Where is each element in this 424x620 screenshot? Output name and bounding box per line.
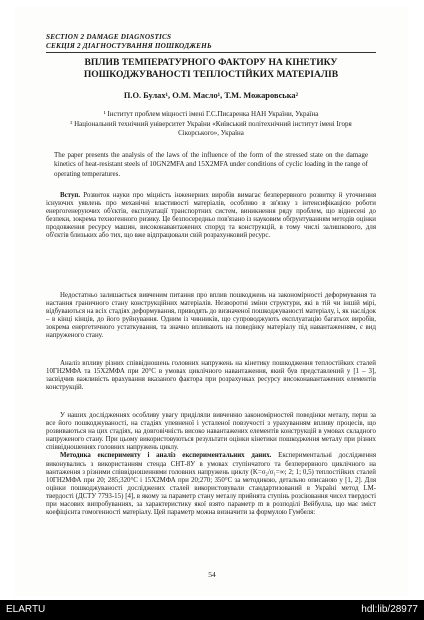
intro-heading: Вступ. — [60, 192, 81, 199]
footer-bar — [0, 600, 424, 620]
methodology-heading: Методика експерименту і аналіз експериментальних даних. — [60, 452, 272, 460]
paragraph-3: Аналіз впливу різних співвідношень головних напружень на кінетику пошкодження теплостійких сталей 10ГН2МФА та 15Х2МФА при 20°С в умовах циклічного навантаження, який був представлений у [1 – 3], засвідчив важливість врахування вказаного фактора при розрахунках ресурсу високонавантажених елементів конструкцій. — [46, 360, 376, 392]
footer-handle-label: hdl:lib/28977 — [361, 604, 418, 615]
paragraph-introduction — [46, 192, 376, 241]
affiliations — [52, 110, 370, 139]
paper-title-line-2: ПОШКОДЖУВАНОСТІ ТЕПЛОСТІЙКИХ МАТЕРІАЛІВ — [83, 69, 339, 80]
methodology-text: Експериментальні дослідження виконувались з використанням стенда СНТ-8У в умовах ступінчатого та безперервного циклічного на вантаження з різними співвідношеннями головних напружень циклу (K=σ₂/σ₁=∞; 2; 1; 0,5) теплостійких сталей 10ГН2МФА при 20; 285;320°С і 15Х2МФА при 20;270; 350°С за методикою, детально описаною у [1, 2]. Для оцінки пошкоджуваності досліджених сталей використовували стандартизований в Україні метод LM- твердості (ДСТУ 7793-15) [4], в якому за параметр стану металу прийнята ступінь розсіювання чисел твердості при масових випробуваннях, за характеристику якої взято параметр m в розподілі Вейбулла, що має зміст коефіцієнта гомогенності матеріалу. Цей параметр можна визначити за формулою Гумбеля: — [46, 452, 376, 517]
footer-repository-label: ELARTU — [6, 604, 46, 615]
paragraph-2: Недостатньо залишається вивченим питання про вплив пошкоджень на закономірності деформування та настання граничного стану конструкційних матеріалів. Незворотні зміни структури, які в тій чи іншій мірі, відбуваються на всіх стадіях деформування, приводять до визначеної пошкоджуваності матеріалу, і, як наслідок – в кінці кінців, до його руйнування. Одним із чинників, що супроводжують експлуатацію багатьох виробів, зокрема енергетичного устаткування, та значно впливають на поведінку матеріалу під навантаженням, є вид напруженого стану. — [46, 292, 376, 340]
section-header-en: SECTION 2 DAMAGE DIAGNOSTICS — [46, 33, 172, 41]
paper-title-line-1: ВПЛИВ ТЕМПЕРАТУРНОГО ФАКТОРУ НА КІНЕТИКУ — [84, 57, 338, 68]
paragraph-methodology — [46, 452, 376, 517]
header-rule — [46, 52, 376, 53]
abstract: The paper presents the analysis of the laws of the influence of the form of the stressed state on the damage kinetics of heat-resistant steels of 10GN2MFA and 15X2MFA under conditions of cyclic loading in the range of operating temperatures. — [54, 151, 368, 178]
section-header-uk: СЕКЦІЯ 2 ДІАГНОСТУВАННЯ ПОШКОДЖЕНЬ — [46, 42, 212, 50]
affiliation-2: ² Національний технічний університет України «Київський політехнічний інститут імені Ігоря Сікорського», Україна — [70, 119, 352, 138]
paragraph-4 — [46, 412, 376, 517]
intro-text: Розвиток науки про міцність інженерних виробів вимагає безперервного розвитку й уточнення існуючих уявлень про механічні властивості матеріалів, особливо в зв'язку з інтенсифікацією роботи енергогенеруючих об'єктів, експлуатації транспортних систем, виникнення ряду проблем, що віднесені до безпеки, зокрема техногенного ризику. Це безпосередньо пов'язано із науковим обґрунтуванням методів оцінки продовження ресурсу машин, високонавантажених споруд та конструкцій, в тому числі залишкового, для об'єктів близьких або тих, що вже відпрацювали свій розрахунковий ресурс. — [46, 192, 376, 240]
affiliation-1: ¹ Інститут проблем міцності імені Г.С.Писаренка НАН України, Україна — [103, 110, 319, 118]
paragraph-4-text: У наших дослідженнях особливу увагу приділяли вивченню закономірностей поведінки металу, перш за все його пошкоджуваності, на стадіях упевненої і усталеної повзучості з урахуванням впливу процесів, що розвиваються на цих стадіях, на довговічність високо навантажених елементів конструкцій в умовах складного напруженого стану. При цьому використовуються результати оцінки кінетики пошкодження металу при різних співвідношеннях головних напружень циклу. — [46, 412, 376, 452]
page-number: 54 — [208, 570, 216, 579]
authors: П.О. Булах¹, О.М. Масло¹, Т.М. Можаровська² — [123, 91, 299, 100]
